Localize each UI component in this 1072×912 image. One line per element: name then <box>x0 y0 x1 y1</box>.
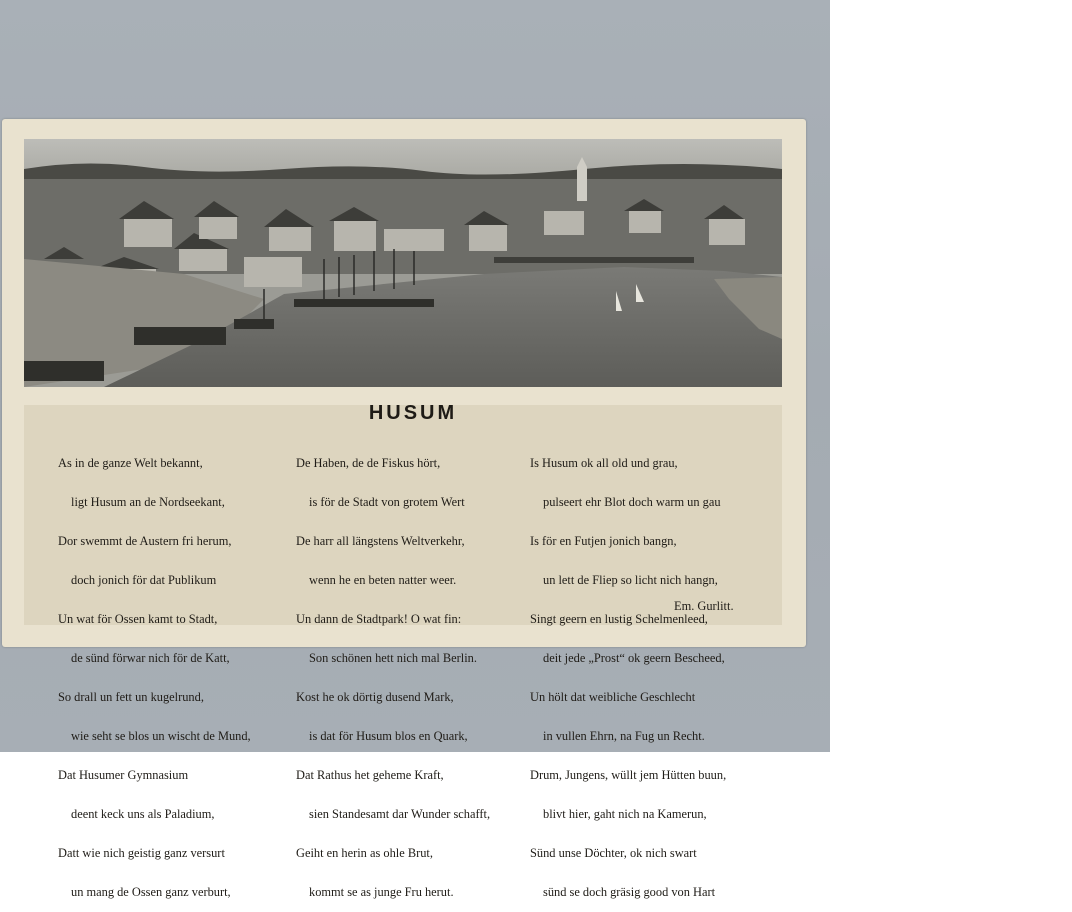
poem-line: De harr all längstens Weltverkehr, <box>296 534 465 548</box>
poem-line: Dor swemmt de Austern fri herum, <box>58 534 232 548</box>
poem-line: sünd se doch gräsig good von Hart <box>543 885 716 899</box>
poem-line: deent keck uns als Paladium, <box>71 807 215 821</box>
poem-line: Is för en Futjen jonich bangn, <box>530 534 677 548</box>
poem-line: wenn he en beten natter weer. <box>309 573 457 587</box>
poem-line: As in de ganze Welt bekannt, <box>58 456 203 470</box>
poem-line: sien Standesamt dar Wunder schafft, <box>309 807 491 821</box>
poem-line: ligt Husum an de Nordseekant, <box>71 495 225 509</box>
author-signature: Em. Gurlitt. <box>674 599 734 613</box>
poem-line: un mang de Ossen ganz verburt, <box>71 885 231 899</box>
poem-line: Sünd unse Döchter, ok nich swart <box>530 846 697 860</box>
poem-line: in vullen Ehrn, na Fug un Recht. <box>543 729 705 743</box>
postcard-title: HUSUM <box>368 402 458 424</box>
poem-line: Is Husum ok all old und grau, <box>530 456 678 470</box>
poem-line: kommt se as junge Fru herut. <box>309 885 454 899</box>
poem-line: Datt wie nich geistig ganz versurt <box>58 846 225 860</box>
poem-line: deit jede „Prost“ ok geern Bescheed, <box>543 651 725 665</box>
poem-line: Drum, Jungens, wüllt jem Hütten buun, <box>530 768 727 782</box>
poem-line: Un wat för Ossen kamt to Stadt, <box>58 612 218 626</box>
poem-line: Un dann de Stadtpark! O wat fin: <box>296 612 462 626</box>
poem-column-3 <box>530 431 726 912</box>
poem-line: Dat Rathus het geheme Kraft, <box>296 768 444 782</box>
poem-column-1 <box>58 431 251 912</box>
poem-line: Geiht en herin as ohle Brut, <box>296 846 433 860</box>
harbour-photo-drawing <box>24 139 782 387</box>
poem-line: de sünd förwar nich för de Katt, <box>71 651 230 665</box>
poem-line: De Haben, de de Fiskus hört, <box>296 456 441 470</box>
poem-line: Un hölt dat weibliche Geschlecht <box>530 690 696 704</box>
poem-line: blivt hier, gaht nich na Kamerun, <box>543 807 707 821</box>
poem-line: Kost he ok dörtig dusend Mark, <box>296 690 454 704</box>
poem-line: is för de Stadt von grotem Wert <box>309 495 465 509</box>
poem-line: un lett de Fliep so licht nich hangn, <box>543 573 718 587</box>
poem-line: Dat Husumer Gymnasium <box>58 768 189 782</box>
poem-line: Son schönen hett nich mal Berlin. <box>309 651 477 665</box>
poem-column-2 <box>296 431 490 912</box>
poem-line: Singt geern en lustig Schelmenleed, <box>530 612 708 626</box>
poem-line: pulseert ehr Blot doch warm un gau <box>543 495 721 509</box>
poem-line: is dat för Husum blos en Quark, <box>309 729 468 743</box>
poem-line: doch jonich för dat Publikum <box>71 573 217 587</box>
harbour-photo <box>24 139 782 387</box>
poem-line: wie seht se blos un wischt de Mund, <box>71 729 251 743</box>
poem-line: So drall un fett un kugelrund, <box>58 690 204 704</box>
